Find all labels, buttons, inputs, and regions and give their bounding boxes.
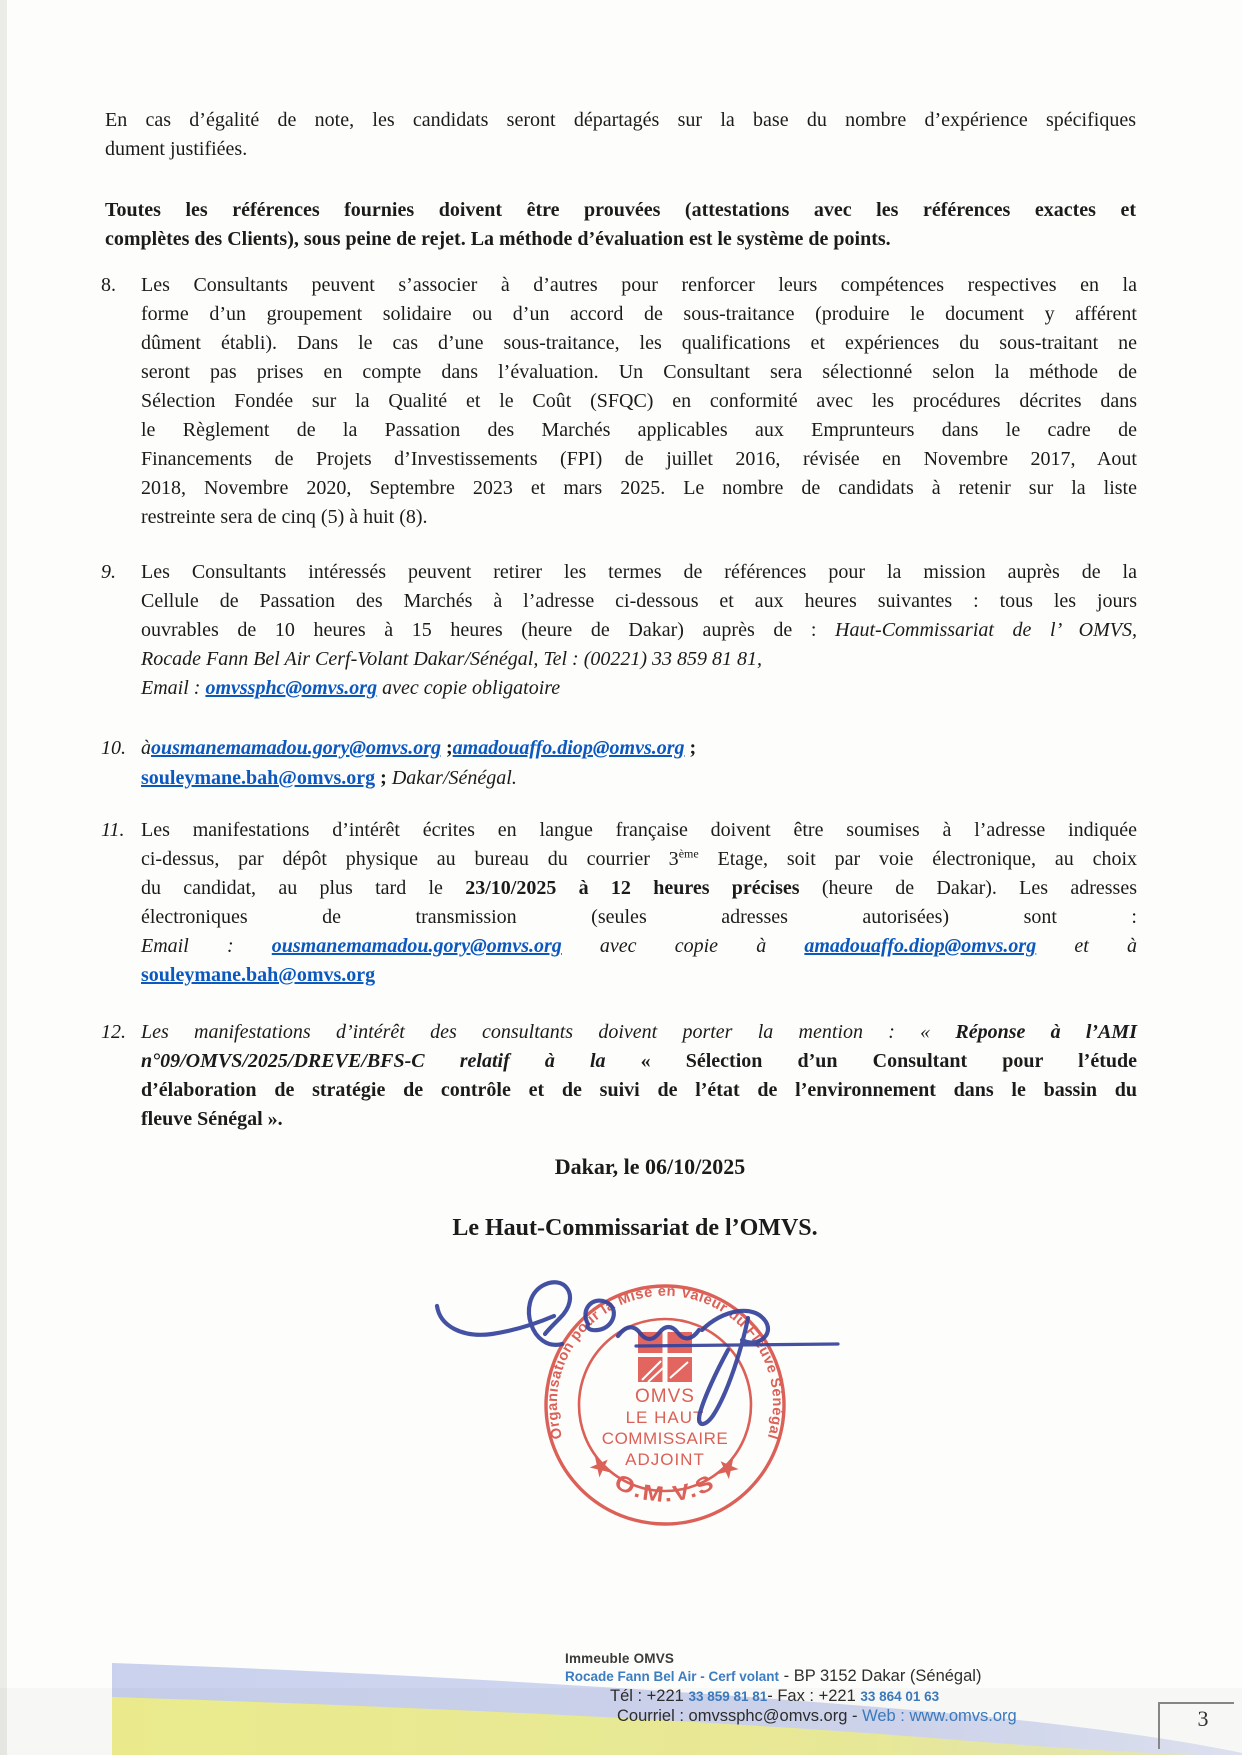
stamp-center-line-adjoint: ADJOINT [625,1450,705,1469]
text-segment: Réponse à l’AMI [955,1021,1137,1043]
text-segment: ; [375,767,392,789]
tiebreak [105,106,1136,164]
text-segment: Les Consultants intéressés peuvent retirer les termes de références pour la mission auprès de la [141,561,1137,583]
text-segment: ouvrables de 10 heures à 15 heures (heure de Dakar) auprès de : [141,619,836,641]
text-line [105,196,1136,225]
text-line [141,763,1137,793]
text-segment: Les manifestations d’intérêt des consultants doivent porter la mention : « [141,1021,956,1043]
footer-tel-number: 33 859 81 81 [688,1689,768,1704]
text-segment: à [141,737,151,759]
text-segment: « Sélection d’un Consultant pour l’étude [640,1050,1137,1072]
text-line [141,558,1137,587]
text-segment: le Règlement de la Passation des Marchés applicables aux Emprunteurs dans le cadre de [141,419,1137,441]
text-line [105,135,1136,164]
email-link[interactable]: souleymane.bah@omvs.org [141,964,376,986]
text-line [141,903,1137,932]
text-line [141,358,1137,387]
text-line [141,961,1137,990]
references [105,196,1136,254]
footer-fax-label: - Fax : +221 [767,1687,861,1705]
text-segment: Dakar/Sénégal. [391,767,517,789]
email-link[interactable]: ousmanemamadou.gory@omvs.org [151,737,441,759]
text-line [141,587,1137,616]
text-segment: ; [684,737,697,759]
text-segment: fleuve Sénégal ». [141,1108,283,1130]
text-segment: ; [441,737,453,759]
text-segment: (heure de Dakar). Les adresses [799,877,1137,899]
text-segment: Les manifestations d’intérêt écrites en langue française doivent être soumises à l’adresse indiquée [141,819,1137,841]
text-segment: Email : [141,677,206,699]
item-number: 9. [101,561,116,583]
stamp-center-line-commissaire: COMMISSAIRE [601,1429,729,1448]
text-line [141,300,1137,329]
footer-tel-label: Tél : +221 [610,1687,689,1705]
scan-bottom-artifact [0,1688,1242,1755]
item-number: 8. [101,274,116,296]
text-line [141,1018,1137,1047]
text-segment: Email : [141,935,272,957]
item8 [101,271,1137,532]
stamp-center-line-omvs: OMVS [635,1386,695,1407]
text-line [141,845,1137,874]
text-line [141,674,1137,703]
text-segment: dument justifiées. [105,138,248,160]
email-link[interactable]: omvssphc@omvs.org [205,677,378,699]
text-segment: d’élaboration de stratégie de contrôle et de suivi de l’état de l’environnement dans le bassin du [141,1079,1137,1101]
footer-address-line [565,1667,1017,1686]
text-segment: Dakar, le 06/10/2025 [554,1154,746,1179]
text-segment: Les Consultants peuvent s’associer à d’autres pour renforcer leurs compétences respectives en la [141,274,1137,296]
text-segment: ème [678,846,699,861]
text-line [105,106,1136,135]
text-segment: 23/10/2025 à 12 heures précises [465,877,800,899]
footer-address-road: Rocade Fann Bel Air - Cerf volant [565,1669,780,1684]
text-segment: Cellule de Passation des Marchés à l’adresse ci-dessous et aux heures suivantes : tous les jours [141,590,1137,612]
page-number: 3 [1197,1706,1209,1731]
text-line [141,387,1137,416]
footer-web: Web : www.omvs.org [862,1707,1017,1725]
text-line [141,474,1137,503]
signatory [120,1214,1150,1243]
text-line [141,816,1137,845]
text-line [141,1076,1137,1105]
text-segment: Etage, soit par voie électronique, au choix [698,848,1137,870]
text-segment: Financements de Projets d’Investissements (FPI) de juillet 2016, révisée en Novembre 2017, Aout [141,448,1137,470]
text-segment: n°09/OMVS/2025/DREVE/BFS-C relatif à la [141,1050,641,1072]
signature [420,1270,850,1440]
text-segment: ci-dessus, par dépôt physique au bureau du courrier 3 [141,848,679,870]
stamp-center-line-lehaut: LE HAUT [625,1408,705,1427]
item-number: 10. [101,737,126,759]
item-number: 11. [101,819,125,841]
item9 [101,558,1137,703]
text-line [141,1105,1137,1134]
text-line [105,225,1136,254]
text-line [141,932,1137,961]
text-line [141,271,1137,300]
text-segment: Rocade Fann Bel Air Cerf-Volant Dakar/Sénégal, Tel : (00221) 33 859 81 81, [141,648,763,670]
text-segment: Le Haut-Commissariat de l’OMVS. [452,1215,818,1241]
item12 [101,1018,1137,1134]
text-line [141,874,1137,903]
text-segment: avec copie à [561,935,805,957]
text-line [141,616,1137,645]
stamp-ring-text: Organisation pour la Mise en Valeur du Fleuve Sénégal [544,1283,786,1442]
email-link[interactable]: souleymane.bah@omvs.org [141,767,376,789]
text-segment: forme d’un groupement solidaire ou d’un accord de sous-traitance (produire le document y afférent [141,303,1137,325]
email-link[interactable]: amadouaffo.diop@omvs.org [452,737,685,759]
text-line [141,503,1137,532]
text-segment: Toutes les références fournies doivent être prouvées (attestations avec les références exactes et [105,199,1136,221]
text-segment: restreinte sera de cinq (5) à huit (8). [141,506,428,528]
text-line [141,329,1137,358]
date [135,1152,1165,1181]
text-segment: seront pas prises en compte dans l’évaluation. Un Consultant sera sélectionné selon la méthode de [141,361,1137,383]
stamp-bottom-text: ★ O.M.V.S ★ [583,1449,744,1507]
text-segment: dûment établi). Dans le cas d’une sous-traitance, les qualifications et expériences du sous-traitant ne [141,332,1137,354]
item10 [101,733,1137,793]
footer-address-bp: - BP 3152 Dakar (Sénégal) [779,1667,982,1685]
item-number: 12. [101,1021,126,1043]
email-link[interactable]: amadouaffo.diop@omvs.org [804,935,1037,957]
footer-courriel: Courriel : omvssphc@omvs.org - [617,1707,863,1725]
text-line [141,645,1137,674]
text-line [141,445,1137,474]
text-segment: 2018, Novembre 2020, Septembre 2023 et mars 2025. Le nombre de candidats à retenir sur la liste [141,477,1137,499]
text-segment: complètes des Clients), sous peine de rejet. La méthode d’évaluation est le système de points. [105,228,891,250]
text-line [141,1047,1137,1076]
text-segment: Haut-Commissariat de l’ OMVS, [835,619,1137,641]
email-link[interactable]: ousmanemamadou.gory@omvs.org [271,935,562,957]
footer-fax-number: 33 864 01 63 [860,1689,940,1704]
text-segment: En cas d’égalité de note, les candidats seront départagés sur la base du nombre d’expérience spécifiques [105,109,1136,131]
item11 [101,816,1137,990]
text-segment: Sélection Fondée sur la Qualité et le Coût (SFQC) en conformité avec les procédures décrites dans [141,390,1137,412]
text-segment: électroniques de transmission (seules adresses autorisées) sont : [141,906,1137,928]
text-line [120,1214,1150,1243]
text-line [141,733,1137,763]
scan-edge-artifact [0,0,7,1755]
text-segment: et à [1036,935,1137,957]
text-line [135,1152,1165,1181]
text-line [141,416,1137,445]
text-segment: du candidat, au plus tard le [141,877,466,899]
footer-building: Immeuble OMVS [565,1651,675,1666]
text-segment: avec copie obligatoire [377,677,561,699]
